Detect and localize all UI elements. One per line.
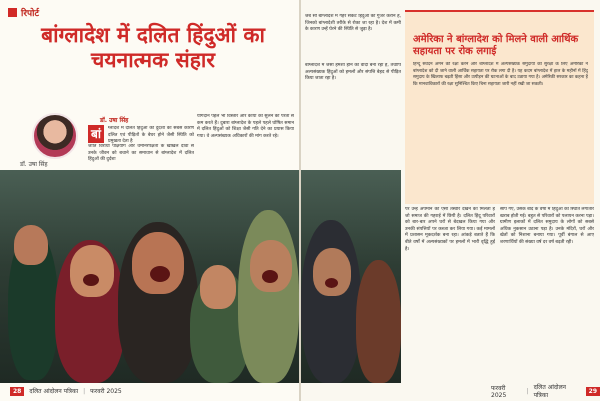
footer-separator: |	[526, 387, 529, 395]
photo-figure	[238, 210, 299, 383]
section-marker-icon	[8, 8, 17, 17]
photo-face	[200, 265, 236, 309]
page-number: 28	[10, 387, 24, 396]
page-number: 29	[586, 387, 600, 396]
article-column-3-cont: बांग्लादेश में जैसा हमेशा होने का वादा बना रहा है, तथापि अल्पसंख्यक हिंदुओं को हमलों और संपत्ति बेहद से पीड़ित किया जाता रहा है।	[305, 63, 401, 82]
sidebar-title: अमेरिका ने बांग्लादेश को मिलने वाली आर्थिक सहायता पर रोक लगाई	[413, 34, 579, 57]
sidebar-box	[405, 10, 594, 204]
photo-face	[70, 245, 114, 297]
article-column-2: योगदान पहले भी विस्तार और कायों को सुलने की परतों से कम करते हैं। दुबारा बांग्लादेश के पहले पहले घोषित समान में दलित हिंदुओं को शिक्षा जैसी गति देने का प्रयास किया गया। वे अल्पसंख्यक अधिकारों की मांग करते रहे।	[197, 114, 294, 139]
photo-face	[14, 225, 48, 265]
footer-right	[491, 385, 600, 397]
photo-face	[313, 248, 351, 296]
left-page	[0, 0, 299, 401]
photo-face	[250, 240, 292, 292]
footer-left	[10, 385, 122, 397]
magazine-name: दलित आंदोलन पत्रिका	[29, 388, 79, 395]
photo-mouth	[325, 278, 338, 288]
section-tag	[8, 6, 39, 19]
author-photo	[32, 113, 78, 159]
protest-photo-continuation	[301, 170, 401, 383]
magazine-name: दलित आंदोलन पत्रिका	[533, 384, 566, 399]
photo-mouth	[83, 274, 99, 286]
photo-mouth	[262, 270, 278, 283]
photo-mouth	[150, 266, 170, 282]
headline: बांग्लादेश में दलित हिंदुओं का चयनात्मक संहार	[41, 22, 265, 72]
photo-face	[132, 232, 184, 294]
drop-cap: बां	[88, 125, 104, 143]
photo-figure	[356, 260, 401, 383]
article-column-1-cont: जाति विरोधी पक्षियोग और धर्मनिरपेक्षता के खोखले दावों से उनके जीवन को बचाने का समाधान से बांग्लादेश में दलित हिंदुओं की दुर्दशा	[88, 144, 194, 163]
footer-separator: |	[83, 387, 86, 395]
section-label: रिपोर्ट	[21, 9, 39, 19]
article-column-1: ग्लादेश में दलित हिंदुओं की दुर्दशा का सबसे कारण दलित एवं पीड़ितों के बेघर होने जैसी स्थिति को प्रमुखता देता है	[108, 126, 194, 145]
article-column-5: सौंप गए, उसके बाद के वर्षों में हिंदुओं की स्थिति लगातार खराब होती गई। बहुत से परिवारों को पलायन करना पड़ा। ग्रामीण इलाकों में दलित समुदाय के लोगों को सबसे अधिक नुकसान उठाना पड़ा है। उनके मंदिरों, घरों और खेतों को निशाना बनाया गया। पूर्वी बंगाल से आए शरणार्थियों की संख्या वर्ष दर वर्ष बढ़ती रही।	[500, 207, 594, 245]
sidebar-text: हिन्दू संवेदन अमन की रक्षा करने और बांग्लादेश में अल्पसंख्यक समुदायों की सुरक्षा के लिए अमेरिका ने बांग्लादेश को दी जाने वाली आर्थिक सहायता पर रोक लगा दी है। यह कदम बांग्लादेश में हाल के महीनों में हिंदू समुदाय के खिलाफ बढ़ती हिंसा और उत्पीड़न की घटनाओं के बाद उठाया गया है। अमेरिकी सरकार का कहना है कि मानवाधिकारों की रक्षा सुनिश्चित किए बिना सहायता जारी नहीं रखी जा सकती।	[413, 62, 588, 87]
byline: डॉ. उषा सिंह	[100, 117, 129, 124]
article-column-3: जब सौ बांग्लादेश में गहरे संकट हिंदुओं को गुजर कराने हैं, जिनको बांग्लादेशी तरीके से रोका जा रहा है। देश में कमी के कारण उन्हें घेरने की स्थिति से जुड़ा है।	[305, 14, 401, 33]
article-column-4: पर उन्हें अपमान की ऐसी तस्वीरें देखने को मिलती हैं जो समाज की गहराई में छिपी है। दलित हिंदू परिवारों को बार-बार अपने घरों से बेदखल किया गया और उनकी संपत्तियों पर कब्जा कर लिया गया। कई मामलों में प्रशासन मूकदर्शक बना रहा। आंकड़े बताते हैं कि बीते वर्षों में अल्पसंख्यकों पर हमलों में भारी वृद्धि हुई है।	[405, 207, 495, 252]
issue-date: फरवरी 2025	[90, 388, 122, 395]
photo-figure	[301, 220, 361, 383]
issue-date: फरवरी 2025	[491, 384, 507, 399]
author-photo-caption: डॉ. उषा सिंह	[20, 161, 48, 168]
right-page	[301, 0, 600, 401]
